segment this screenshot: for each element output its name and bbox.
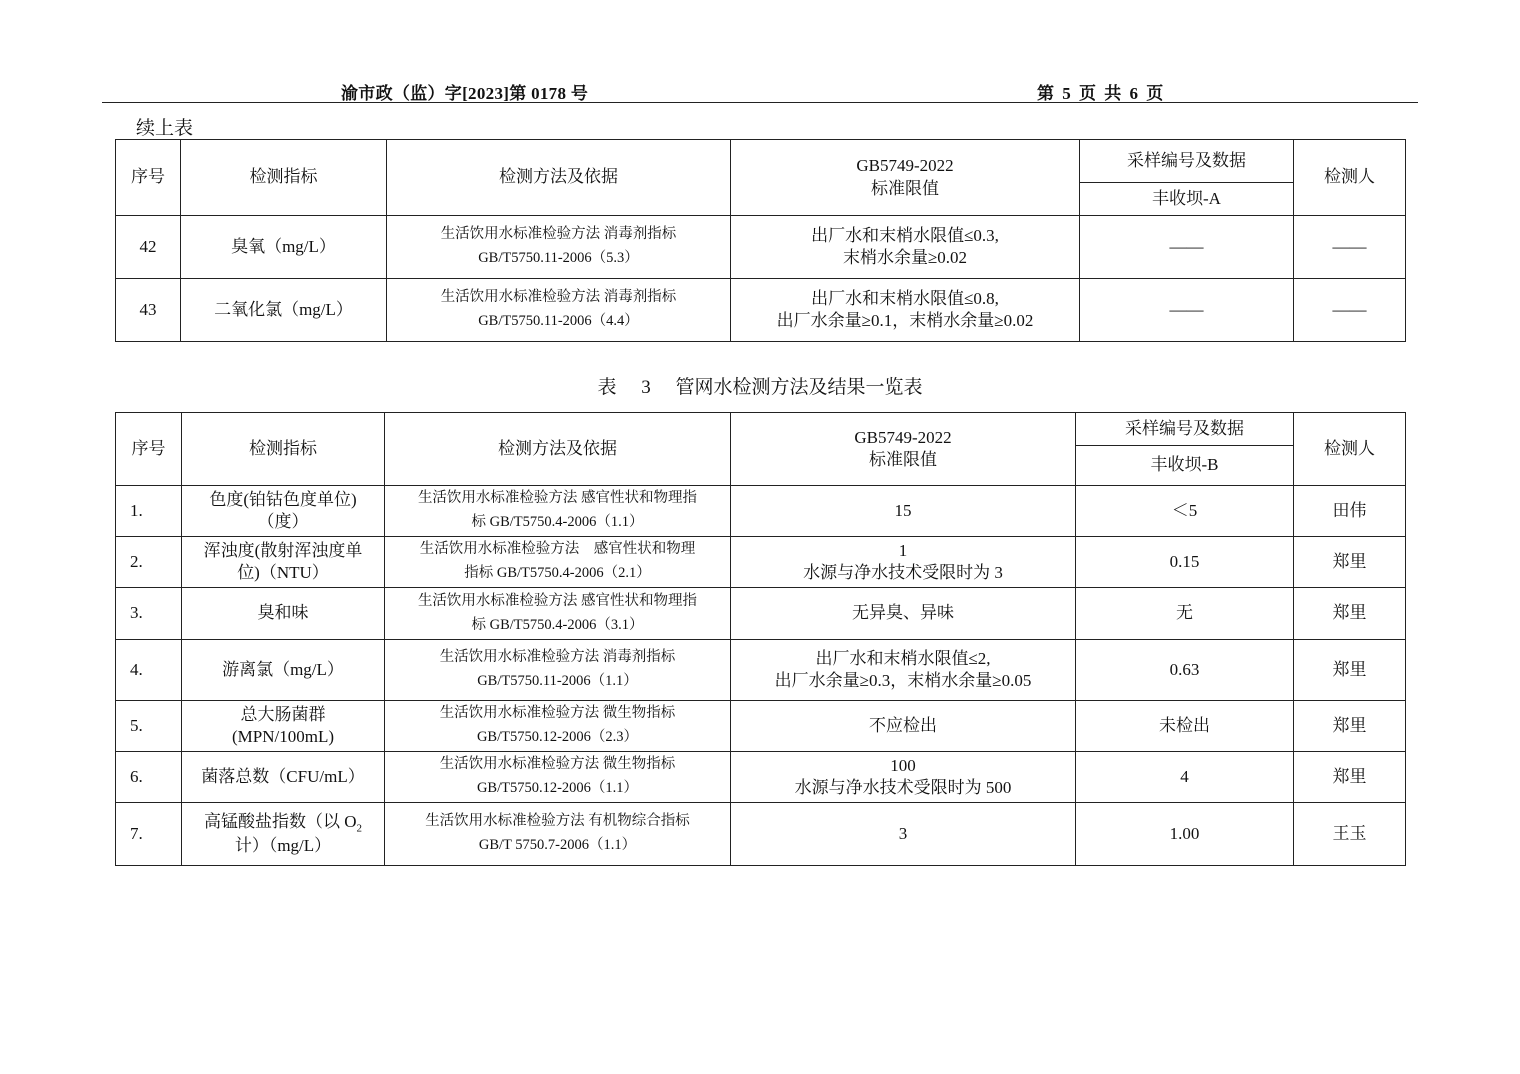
- indicator-text: 位)（NTU）: [237, 563, 329, 582]
- cell-indicator: [182, 537, 385, 588]
- table3-title: 表 3 管网水检测方法及结果一览表: [597, 377, 923, 398]
- indicator-text: 色度(铂钴色度单位): [209, 489, 357, 509]
- header-seq: 序号: [116, 413, 182, 486]
- cell-data: 无: [1076, 588, 1294, 640]
- limit-text: 出厂水和末梢水限值≤2,: [815, 648, 991, 668]
- cell-data: 0.15: [1076, 537, 1294, 588]
- cell-indicator: [182, 803, 385, 866]
- header-standard-limit: 标准限值: [869, 450, 937, 469]
- method-code: GB/T5750.11-2006（5.3）: [478, 250, 639, 266]
- table-row: [116, 537, 1406, 588]
- cell-method: [385, 803, 731, 866]
- cell-inspector: 郑里: [1294, 537, 1406, 588]
- cell-method: [385, 486, 731, 537]
- cell-seq: 4.: [116, 640, 182, 701]
- cell-data: 未检出: [1076, 701, 1294, 752]
- header-sampling: 采样编号及数据: [1080, 140, 1294, 183]
- method-code: GB/T5750.12-2006（1.1）: [476, 780, 639, 796]
- table-row: [116, 752, 1406, 803]
- cell-method: [385, 701, 731, 752]
- cell-data: ＜5: [1076, 486, 1294, 537]
- table-row: [116, 216, 1406, 279]
- cell-seq: 3.: [116, 588, 182, 640]
- method-code: 标 GB/T5750.4-2006（3.1）: [471, 616, 644, 633]
- method-code: GB/T 5750.7-2006（1.1）: [478, 837, 637, 853]
- method-code: 标 GB/T5750.4-2006（1.1）: [471, 514, 644, 530]
- continued-table: [115, 139, 1406, 342]
- cell-method: [385, 752, 731, 803]
- indicator-text: [186, 811, 380, 836]
- table-row: [116, 588, 1406, 640]
- header-standard: [731, 140, 1080, 216]
- header-sample-id: 丰收坝-B: [1076, 446, 1294, 486]
- cell-seq: 6.: [116, 752, 182, 803]
- indicator-text-main: 高锰酸盐指数（以 O: [203, 811, 357, 831]
- method-code: GB/T5750.12-2006（2.3）: [476, 729, 639, 745]
- table-row: [116, 640, 1406, 701]
- indicator-text: 菌落总数（CFU/mL）: [201, 766, 365, 786]
- table-header-row: [116, 140, 1406, 183]
- header-standard-code: GB5749-2022: [854, 427, 952, 447]
- table-row: [116, 279, 1406, 342]
- header-inspector: 检测人: [1294, 140, 1406, 216]
- cell-seq: 42: [116, 216, 181, 279]
- header-standard: [731, 413, 1076, 486]
- method-text: 生活饮用水标准检验方法 感官性状和物理: [419, 541, 696, 558]
- indicator-text: 游离氯（mg/L）: [222, 659, 344, 679]
- method-code: GB/T5750.11-2006（1.1）: [477, 673, 638, 689]
- header-method: 检测方法及依据: [387, 140, 731, 216]
- header-sample-id: 丰收坝-A: [1080, 183, 1294, 216]
- cell-indicator: [182, 588, 385, 640]
- cell-inspector: 王玉: [1294, 803, 1406, 866]
- cell-limit: [731, 216, 1080, 279]
- method-text: 生活饮用水标准检验方法 感官性状和物理指: [417, 592, 698, 609]
- header-method: 检测方法及依据: [385, 413, 731, 486]
- cell-limit: [731, 803, 1076, 866]
- cell-limit: [731, 701, 1076, 752]
- document-number: 渝市政（监）字[2023]第 0178 号: [341, 84, 589, 103]
- method-text: 生活饮用水标准检验方法 消毒剂指标: [440, 289, 677, 306]
- method-text: 生活饮用水标准检验方法 消毒剂指标: [440, 226, 677, 243]
- cell-indicator: [182, 701, 385, 752]
- cell-limit: [731, 588, 1076, 640]
- cell-inspector: 郑里: [1294, 701, 1406, 752]
- cell-data: 1.00: [1076, 803, 1294, 866]
- cell-limit: [731, 537, 1076, 588]
- cell-indicator: 二氧化氯（mg/L）: [181, 279, 387, 342]
- indicator-text: 臭和味: [257, 603, 309, 623]
- method-text: 生活饮用水标准检验方法 感官性状和物理指: [417, 490, 698, 507]
- cell-method: [387, 279, 731, 342]
- cell-data: ——: [1080, 279, 1294, 342]
- table-header-row: [116, 413, 1406, 446]
- header-seq: 序号: [116, 140, 181, 216]
- limit-text: 3: [898, 823, 908, 843]
- cell-limit: [731, 752, 1076, 803]
- limit-text: 水源与净水技术受限时为 3: [803, 563, 1003, 582]
- indicator-text: 浑浊度(散射浑浊度单: [203, 540, 363, 560]
- cell-limit: [731, 279, 1080, 342]
- cell-seq: 43: [116, 279, 181, 342]
- cell-seq: 1.: [116, 486, 182, 537]
- cell-data: 4: [1076, 752, 1294, 803]
- cell-inspector: 郑里: [1294, 752, 1406, 803]
- limit-text: 水源与净水技术受限时为 500: [794, 778, 1012, 797]
- cell-data: ——: [1080, 216, 1294, 279]
- limit-text: 出厂水和末梢水限值≤0.3,: [811, 225, 999, 245]
- method-text: 生活饮用水标准检验方法 微生物指标: [439, 705, 676, 722]
- cell-method: [385, 588, 731, 640]
- header-standard-code: GB5749-2022: [856, 156, 954, 176]
- cell-seq: 2.: [116, 537, 182, 588]
- cell-inspector: ——: [1294, 216, 1406, 279]
- indicator-text: 计）（mg/L）: [234, 836, 332, 856]
- limit-text: 出厂水余量≥0.3，末梢水余量≥0.05: [774, 671, 1032, 690]
- cell-seq: 7.: [116, 803, 182, 866]
- limit-text: 100: [890, 755, 916, 775]
- cell-limit: [731, 640, 1076, 701]
- cell-indicator: [182, 752, 385, 803]
- table-row: [116, 803, 1406, 866]
- cell-limit: [731, 486, 1076, 537]
- header-inspector: 检测人: [1294, 413, 1406, 486]
- cell-inspector: 郑里: [1294, 588, 1406, 640]
- header-divider: [102, 102, 1418, 103]
- method-text: 生活饮用水标准检验方法 微生物指标: [439, 756, 676, 773]
- cell-indicator: 臭氧（mg/L）: [181, 216, 387, 279]
- page-info: 第 5 页 共 6 页: [1037, 84, 1164, 103]
- method-code: 指标 GB/T5750.4-2006（2.1）: [464, 565, 651, 581]
- method-text: 生活饮用水标准检验方法 有机物综合指标: [425, 813, 690, 830]
- limit-text: 不应检出: [869, 715, 937, 735]
- limit-text: 末梢水余量≥0.02: [842, 248, 968, 267]
- limit-text: 1: [898, 540, 908, 560]
- continued-label: 续上表: [136, 118, 194, 139]
- method-code: GB/T5750.11-2006（4.4）: [478, 313, 639, 329]
- table-row: [116, 701, 1406, 752]
- cell-indicator: [182, 640, 385, 701]
- cell-inspector: 郑里: [1294, 640, 1406, 701]
- header-indicator: 检测指标: [181, 140, 387, 216]
- cell-method: [385, 537, 731, 588]
- indicator-text: (MPN/100mL): [232, 727, 334, 746]
- limit-text: 出厂水余量≥0.1，末梢水余量≥0.02: [776, 311, 1034, 330]
- table-row: [116, 486, 1406, 537]
- cell-inspector: ——: [1294, 279, 1406, 342]
- indicator-text: （度）: [257, 512, 309, 531]
- cell-seq: 5.: [116, 701, 182, 752]
- indicator-text: 总大肠菌群: [240, 704, 326, 724]
- table3: [115, 412, 1406, 866]
- limit-text: 15: [894, 500, 912, 520]
- cell-method: [385, 640, 731, 701]
- cell-method: [387, 216, 731, 279]
- header-indicator: 检测指标: [182, 413, 385, 486]
- limit-text: 出厂水和末梢水限值≤0.8,: [811, 288, 999, 308]
- header-sampling: 采样编号及数据: [1076, 413, 1294, 446]
- indicator-subscript: 2: [356, 822, 363, 834]
- cell-inspector: 田伟: [1294, 486, 1406, 537]
- header-standard-limit: 标准限值: [871, 178, 939, 198]
- method-text: 生活饮用水标准检验方法 消毒剂指标: [439, 649, 676, 666]
- cell-indicator: [182, 486, 385, 537]
- limit-text: 无异臭、异味: [852, 603, 954, 623]
- cell-data: 0.63: [1076, 640, 1294, 701]
